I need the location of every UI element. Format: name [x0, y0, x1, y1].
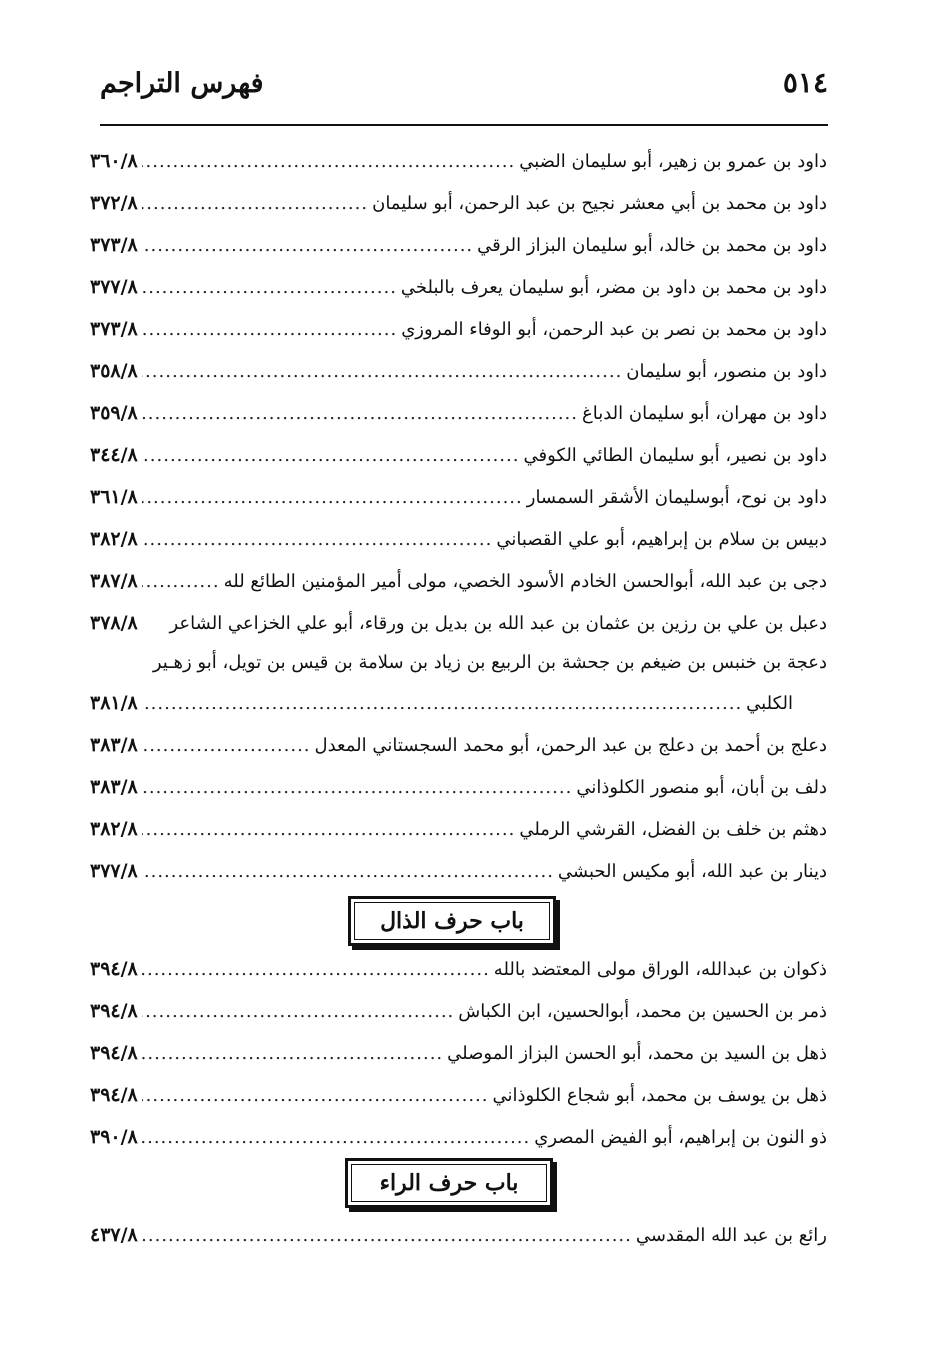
dot-leader — [142, 309, 397, 351]
entry-reference: ٤٣٧/٨ — [90, 1224, 138, 1246]
entry-reference: ٣٦٠/٨ — [90, 150, 138, 172]
dot-leader — [142, 683, 742, 725]
entry-reference: ٣٨٢/٨ — [90, 818, 138, 840]
index-entry — [90, 266, 827, 308]
entry-reference: ٣٧٧/٨ — [90, 276, 138, 298]
page-number: ٥١٤ — [782, 66, 828, 99]
entry-reference: ٣٩٤/٨ — [90, 1084, 138, 1106]
entry-reference: ٣٦١/٨ — [90, 486, 138, 508]
entry-reference: ٣٥٩/٨ — [90, 402, 138, 424]
entry-name: رائع بن عبد الله المقدسي — [635, 1225, 827, 1246]
section-heading-dhal — [348, 896, 556, 946]
index-entry — [90, 476, 827, 518]
entry-name: داود بن محمد بن داود بن مضر، أبو سليمان يعرف بالبلخي — [400, 277, 827, 298]
section-heading-label: باب حرف الراء — [351, 1164, 547, 1202]
dot-leader — [142, 351, 623, 393]
index-entry — [90, 560, 827, 602]
index-entry — [90, 392, 827, 434]
entry-reference: ٣٧٣/٨ — [90, 318, 138, 340]
entry-name: ذكوان بن عبدالله، الوراق مولى المعتضد بالله — [493, 959, 827, 980]
entry-name: داود بن محمد بن أبي معشر نجيح بن عبد الرحمن، أبو سليمان — [372, 193, 827, 214]
entry-name: دلف بن أبان، أبو منصور الكلوذاني — [576, 777, 827, 798]
running-title: فهرس التراجم — [100, 68, 264, 99]
entry-name: الكلبي — [746, 693, 793, 714]
entry-reference: ٣٧٧/٨ — [90, 860, 138, 882]
entry-name: داود بن نصير، أبو سليمان الطائي الكوفي — [523, 445, 827, 466]
dot-leader — [142, 519, 493, 561]
header-rule — [100, 124, 828, 126]
page-header — [100, 62, 828, 118]
index-entry — [90, 224, 827, 266]
entry-reference: ٣٩٤/٨ — [90, 1042, 138, 1064]
entry-name: داود بن مهران، أبو سليمان الدباغ — [581, 403, 827, 424]
entry-name: داود بن منصور، أبو سليمان — [626, 361, 827, 382]
index-entry — [90, 602, 827, 644]
dot-leader — [142, 809, 516, 851]
entry-reference: ٣٨٣/٨ — [90, 776, 138, 798]
index-entry — [90, 766, 827, 808]
entry-name: داود بن عمرو بن زهير، أبو سليمان الضبي — [519, 151, 827, 172]
index-entry — [90, 644, 827, 682]
entry-reference: ٣٩٠/٨ — [90, 1126, 138, 1148]
index-entry — [90, 948, 827, 990]
index-entry — [90, 1074, 827, 1116]
entry-reference: ٣٤٤/٨ — [90, 444, 138, 466]
dot-leader — [142, 561, 220, 603]
dot-leader — [142, 183, 368, 225]
entry-name: دينار بن عبد الله، أبو مكيس الحبشي — [557, 861, 827, 882]
index-entry — [90, 518, 827, 560]
entry-name: داود بن محمد بن خالد، أبو سليمان البزاز الرقي — [477, 235, 827, 256]
entry-name: ذهل بن يوسف بن محمد، أبو شجاع الكلوذاني — [492, 1085, 827, 1106]
dot-leader — [142, 851, 554, 893]
section-heading-ra — [345, 1158, 553, 1208]
dot-leader — [142, 393, 578, 435]
index-list-dal — [90, 140, 827, 892]
entry-name: دجى بن عبد الله، أبوالحسن الخادم الأسود الخصي، مولى أمير المؤمنين الطائع لله — [223, 571, 827, 592]
index-entry — [90, 140, 827, 182]
dot-leader — [142, 949, 490, 991]
index-entry — [90, 808, 827, 850]
dot-leader — [142, 141, 515, 183]
entry-name: دعبل بن علي بن رزين بن عثمان بن عبد الله بن بديل بن ورقاء، أبو علي الخزاعي الشاعر — [169, 613, 827, 634]
dot-leader — [142, 1117, 530, 1159]
entry-reference: ٣٧٣/٨ — [90, 234, 138, 256]
entry-reference: ٣٧٢/٨ — [90, 192, 138, 214]
dot-leader — [142, 1075, 489, 1117]
entry-name: داود بن نوح، أبوسليمان الأشقر السمسار — [526, 487, 827, 508]
index-entry — [90, 850, 827, 892]
entry-reference: ٣٧٨/٨ — [90, 612, 138, 634]
index-entry — [90, 308, 827, 350]
index-entry — [90, 1116, 827, 1158]
entry-name: دهثم بن خلف بن الفضل، القرشي الرملي — [519, 819, 827, 840]
index-entry — [90, 1032, 827, 1074]
dot-leader — [142, 435, 520, 477]
entry-name: ذمر بن الحسين بن محمد، أبوالحسين، ابن الكباش — [458, 1001, 827, 1022]
dot-leader — [142, 725, 311, 767]
entry-name: ذهل بن السيد بن محمد، أبو الحسن البزاز الموصلي — [447, 1043, 827, 1064]
entry-reference: ٣٨٧/٨ — [90, 570, 138, 592]
dot-leader — [142, 225, 473, 267]
index-list-ra — [90, 1214, 827, 1256]
entry-name: ذو النون بن إبراهيم، أبو الفيض المصري — [534, 1127, 827, 1148]
entry-name: دعلج بن أحمد بن دعلج بن عبد الرحمن، أبو محمد السجستاني المعدل — [314, 735, 827, 756]
entry-reference: ٣٩٤/٨ — [90, 958, 138, 980]
index-entry — [90, 350, 827, 392]
index-list-dhal — [90, 948, 827, 1158]
dot-leader — [142, 1033, 443, 1075]
entry-name: داود بن محمد بن نصر بن عبد الرحمن، أبو الوفاء المروزي — [401, 319, 827, 340]
index-entry — [90, 724, 827, 766]
entry-name: دعجة بن خنبس بن ضيغم بن جحشة بن الربيع بن زياد بن سلامة بن قيس بن تويل، أبو زهـير — [152, 652, 827, 673]
index-entry — [90, 990, 827, 1032]
entry-reference: ٣٥٨/٨ — [90, 360, 138, 382]
dot-leader — [142, 477, 523, 519]
index-entry — [90, 182, 827, 224]
entry-reference: ٣٩٤/٨ — [90, 1000, 138, 1022]
index-entry — [90, 434, 827, 476]
entry-name: دبيس بن سلام بن إبراهيم، أبو علي القصباني — [496, 529, 827, 550]
entry-reference: ٣٨١/٨ — [90, 692, 138, 714]
dot-leader — [142, 267, 397, 309]
dot-leader — [142, 767, 573, 809]
entry-reference: ٣٨٢/٨ — [90, 528, 138, 550]
section-heading-label: باب حرف الذال — [354, 902, 550, 940]
index-entry-continuation — [90, 682, 827, 724]
index-entry — [90, 1214, 827, 1256]
dot-leader — [142, 991, 455, 1033]
entry-reference: ٣٨٣/٨ — [90, 734, 138, 756]
dot-leader — [142, 1215, 632, 1257]
